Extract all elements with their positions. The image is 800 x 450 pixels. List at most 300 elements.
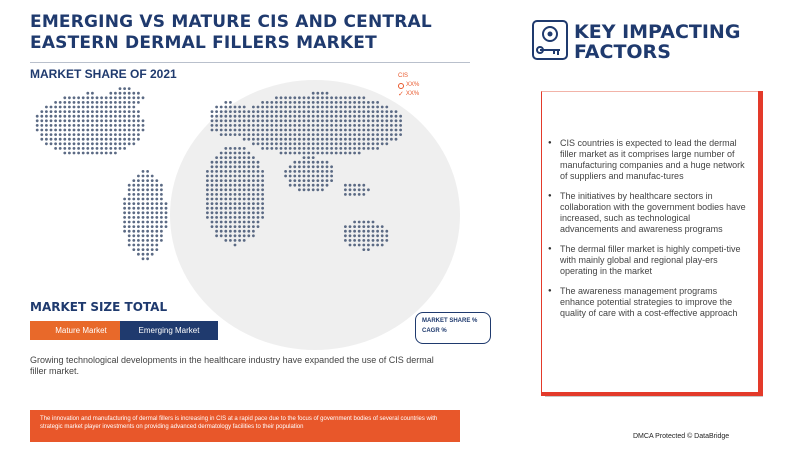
- map-dot: [91, 101, 94, 104]
- map-dot: [358, 147, 361, 150]
- map-dot: [229, 119, 232, 122]
- map-dot: [146, 225, 149, 228]
- map-dot: [54, 147, 57, 150]
- map-dot: [100, 124, 103, 127]
- map-dot: [321, 119, 324, 122]
- map-dot: [284, 152, 287, 155]
- map-dot: [344, 234, 347, 237]
- map-dot: [54, 142, 57, 145]
- map-dot: [275, 106, 278, 109]
- map-dot: [353, 239, 356, 242]
- map-dot: [45, 129, 48, 132]
- map-dot: [349, 138, 352, 141]
- map-dot: [367, 230, 370, 233]
- map-dot: [211, 179, 214, 182]
- map-dot: [91, 92, 94, 95]
- mature-market-button[interactable]: Mature Market: [30, 321, 132, 340]
- map-dot: [151, 207, 154, 210]
- map-dot: [215, 119, 218, 122]
- map-dot: [215, 124, 218, 127]
- map-dot: [59, 129, 62, 132]
- map-dot: [229, 193, 232, 196]
- map-dot: [330, 179, 333, 182]
- map-dot: [362, 96, 365, 99]
- map-dot: [123, 110, 126, 113]
- map-dot: [247, 161, 250, 164]
- map-dot: [146, 257, 149, 260]
- map-dot: [132, 106, 135, 109]
- map-dot: [362, 124, 365, 127]
- map-dot: [316, 110, 319, 113]
- map-dot: [257, 170, 260, 173]
- map-dot: [358, 230, 361, 233]
- map-dot: [395, 115, 398, 118]
- map-dot: [316, 152, 319, 155]
- map-dot: [50, 119, 53, 122]
- map-dot: [266, 133, 269, 136]
- map-dot: [68, 138, 71, 141]
- map-dot: [298, 170, 301, 173]
- map-dot: [321, 96, 324, 99]
- map-dot: [137, 211, 140, 214]
- map-dot: [335, 119, 338, 122]
- map-dot: [77, 110, 80, 113]
- map-dot: [335, 147, 338, 150]
- map-dot: [376, 234, 379, 237]
- map-dot: [142, 170, 145, 173]
- map-dot: [77, 115, 80, 118]
- map-dot: [45, 138, 48, 141]
- map-dot: [238, 165, 241, 168]
- map-dot: [229, 165, 232, 168]
- map-dot: [293, 106, 296, 109]
- map-dot: [289, 165, 292, 168]
- map-dot: [155, 234, 158, 237]
- map-dot: [54, 138, 57, 141]
- map-dot: [142, 129, 145, 132]
- map-dot: [54, 133, 57, 136]
- map-dot: [321, 170, 324, 173]
- map-dot: [339, 101, 342, 104]
- map-dot: [215, 207, 218, 210]
- map-dot: [270, 147, 273, 150]
- map-dot: [142, 198, 145, 201]
- map-dot: [312, 142, 315, 145]
- map-dot: [339, 96, 342, 99]
- map-dot: [119, 115, 122, 118]
- map-dot: [63, 124, 66, 127]
- map-dot: [372, 221, 375, 224]
- map-dot: [247, 124, 250, 127]
- map-dot: [321, 106, 324, 109]
- map-dot: [119, 87, 122, 90]
- map-dot: [215, 156, 218, 159]
- map-dot: [224, 239, 227, 242]
- map-dot: [358, 129, 361, 132]
- map-dot: [96, 115, 99, 118]
- map-dot: [289, 115, 292, 118]
- map-dot: [376, 138, 379, 141]
- map-dot: [128, 198, 131, 201]
- map-dot: [270, 119, 273, 122]
- map-dot: [82, 115, 85, 118]
- map-dot: [132, 216, 135, 219]
- map-dot: [243, 221, 246, 224]
- map-dot: [224, 207, 227, 210]
- map-dot: [321, 179, 324, 182]
- map-dot: [160, 193, 163, 196]
- map-dot: [275, 101, 278, 104]
- map-dot: [86, 101, 89, 104]
- map-dot: [224, 161, 227, 164]
- map-dot: [142, 188, 145, 191]
- map-dot: [109, 133, 112, 136]
- map-dot: [362, 244, 365, 247]
- map-dot: [220, 115, 223, 118]
- map-dot: [123, 106, 126, 109]
- map-dot: [353, 133, 356, 136]
- map-dot: [220, 124, 223, 127]
- map-dot: [45, 115, 48, 118]
- map-dot: [128, 207, 131, 210]
- map-dot: [344, 142, 347, 145]
- map-dot: [335, 124, 338, 127]
- map-dot: [211, 216, 214, 219]
- map-dot: [344, 129, 347, 132]
- map-dot: [376, 230, 379, 233]
- map-dot: [77, 129, 80, 132]
- map-dot: [224, 188, 227, 191]
- map-dot: [109, 92, 112, 95]
- map-dot: [155, 230, 158, 233]
- map-dot: [270, 101, 273, 104]
- map-dot: [358, 188, 361, 191]
- map-dot: [358, 142, 361, 145]
- map-dot: [270, 142, 273, 145]
- map-dot: [234, 147, 237, 150]
- map-legend: [398, 72, 419, 99]
- map-dot: [86, 124, 89, 127]
- map-dot: [358, 101, 361, 104]
- map-dot: [234, 207, 237, 210]
- map-dot: [132, 211, 135, 214]
- map-dot: [151, 221, 154, 224]
- map-dot: [206, 198, 209, 201]
- map-dot: [372, 133, 375, 136]
- map-dot: [86, 142, 89, 145]
- map-dot: [312, 175, 315, 178]
- map-dot: [114, 101, 117, 104]
- map-dot: [316, 101, 319, 104]
- map-dot: [275, 142, 278, 145]
- map-dot: [307, 142, 310, 145]
- map-dot: [298, 175, 301, 178]
- map-dot: [312, 119, 315, 122]
- map-dot: [252, 198, 255, 201]
- map-dot: [238, 221, 241, 224]
- map-dot: [326, 147, 329, 150]
- map-dot: [238, 230, 241, 233]
- map-dot: [376, 101, 379, 104]
- map-dot: [252, 211, 255, 214]
- map-dot: [63, 147, 66, 150]
- map-dot: [257, 161, 260, 164]
- map-dot: [73, 142, 76, 145]
- map-dot: [220, 106, 223, 109]
- map-dot: [298, 165, 301, 168]
- map-dot: [146, 253, 149, 256]
- map-dot: [270, 106, 273, 109]
- map-dot: [330, 138, 333, 141]
- map-dot: [128, 216, 131, 219]
- map-dot: [381, 234, 384, 237]
- map-dot: [105, 119, 108, 122]
- map-dot: [229, 221, 232, 224]
- map-dot: [63, 133, 66, 136]
- map-dot: [266, 115, 269, 118]
- map-dot: [132, 244, 135, 247]
- map-dot: [100, 133, 103, 136]
- map-dot: [367, 142, 370, 145]
- map-dot: [284, 110, 287, 113]
- map-dot: [395, 110, 398, 113]
- map-dot: [82, 101, 85, 104]
- map-dot: [293, 161, 296, 164]
- map-dot: [261, 211, 264, 214]
- map-dot: [215, 106, 218, 109]
- map-dot: [142, 244, 145, 247]
- map-dot: [224, 170, 227, 173]
- map-dot: [59, 115, 62, 118]
- map-dot: [321, 133, 324, 136]
- map-dot: [128, 202, 131, 205]
- map-dot: [252, 207, 255, 210]
- map-dot: [114, 110, 117, 113]
- map-dot: [247, 165, 250, 168]
- map-dot: [128, 239, 131, 242]
- map-dot: [155, 207, 158, 210]
- map-dot: [362, 221, 365, 224]
- map-dot: [234, 170, 237, 173]
- map-dot: [132, 133, 135, 136]
- map-dot: [289, 138, 292, 141]
- map-dot: [367, 239, 370, 242]
- map-dot: [234, 225, 237, 228]
- map-dot: [77, 101, 80, 104]
- map-dot: [312, 133, 315, 136]
- map-dot: [100, 96, 103, 99]
- map-dot: [243, 193, 246, 196]
- map-dot: [229, 207, 232, 210]
- map-dot: [316, 106, 319, 109]
- map-dot: [362, 119, 365, 122]
- map-dot: [252, 110, 255, 113]
- map-dot: [252, 221, 255, 224]
- map-dot: [330, 110, 333, 113]
- map-dot: [280, 129, 283, 132]
- map-dot: [395, 129, 398, 132]
- map-dot: [100, 115, 103, 118]
- map-dot: [312, 184, 315, 187]
- map-dot: [399, 124, 402, 127]
- map-dot: [289, 96, 292, 99]
- map-dot: [280, 110, 283, 113]
- map-dot: [381, 244, 384, 247]
- map-dot: [257, 175, 260, 178]
- map-dot: [243, 175, 246, 178]
- map-dot: [211, 124, 214, 127]
- map-dot: [362, 184, 365, 187]
- map-dot: [59, 142, 62, 145]
- map-dot: [109, 106, 112, 109]
- map-dot: [303, 147, 306, 150]
- map-dot: [123, 216, 126, 219]
- map-dot: [220, 230, 223, 233]
- map-dot: [372, 142, 375, 145]
- map-dot: [160, 184, 163, 187]
- map-dot: [326, 170, 329, 173]
- map-dot: [86, 119, 89, 122]
- map-dot: [289, 184, 292, 187]
- map-dot: [326, 138, 329, 141]
- metric-cagr: CAGR %: [422, 328, 447, 334]
- map-dot: [211, 110, 214, 113]
- map-dot: [91, 152, 94, 155]
- map-dot: [160, 207, 163, 210]
- map-dot: [376, 225, 379, 228]
- map-dot: [284, 147, 287, 150]
- map-dot: [367, 106, 370, 109]
- map-dot: [339, 124, 342, 127]
- map-dot: [238, 129, 241, 132]
- map-dot: [390, 138, 393, 141]
- map-dot: [349, 244, 352, 247]
- map-dot: [73, 138, 76, 141]
- map-dot: [243, 106, 246, 109]
- map-dot: [68, 124, 71, 127]
- map-dot: [132, 188, 135, 191]
- map-dot: [303, 179, 306, 182]
- map-dot: [114, 129, 117, 132]
- map-dot: [247, 221, 250, 224]
- map-dot: [261, 142, 264, 145]
- map-dot: [330, 170, 333, 173]
- map-dot: [372, 106, 375, 109]
- map-dot: [243, 202, 246, 205]
- map-dot: [224, 211, 227, 214]
- map-dot: [252, 156, 255, 159]
- map-dot: [243, 207, 246, 210]
- map-dot: [275, 96, 278, 99]
- map-dot: [270, 138, 273, 141]
- map-dot: [137, 248, 140, 251]
- map-dot: [247, 188, 250, 191]
- map-dot: [257, 142, 260, 145]
- map-dot: [275, 147, 278, 150]
- map-dot: [234, 198, 237, 201]
- map-dot: [243, 225, 246, 228]
- map-dot: [330, 147, 333, 150]
- map-dot: [289, 110, 292, 113]
- map-dot: [261, 179, 264, 182]
- map-dot: [243, 184, 246, 187]
- map-dot: [376, 106, 379, 109]
- map-dot: [390, 133, 393, 136]
- map-dot: [105, 133, 108, 136]
- map-dot: [284, 101, 287, 104]
- map-dot: [358, 96, 361, 99]
- map-dot: [220, 202, 223, 205]
- map-dot: [344, 119, 347, 122]
- map-dot: [63, 142, 66, 145]
- map-dot: [68, 96, 71, 99]
- map-dot: [238, 239, 241, 242]
- map-dot: [243, 133, 246, 136]
- panel-accent-bottom: [541, 392, 763, 396]
- map-dot: [224, 198, 227, 201]
- map-dot: [215, 129, 218, 132]
- map-dot: [293, 96, 296, 99]
- map-dot: [45, 124, 48, 127]
- map-dot: [146, 193, 149, 196]
- map-dot: [128, 211, 131, 214]
- map-dot: [358, 133, 361, 136]
- title-divider: [30, 62, 470, 63]
- map-dot: [312, 152, 315, 155]
- map-dot: [293, 115, 296, 118]
- map-dot: [238, 124, 241, 127]
- map-dot: [63, 96, 66, 99]
- map-dot: [280, 106, 283, 109]
- map-dot: [339, 110, 342, 113]
- map-dot: [316, 147, 319, 150]
- map-dot: [229, 234, 232, 237]
- map-dot: [123, 115, 126, 118]
- map-dot: [238, 175, 241, 178]
- map-dot: [137, 119, 140, 122]
- map-dot: [353, 147, 356, 150]
- map-dot: [376, 124, 379, 127]
- map-dot: [128, 133, 131, 136]
- map-dot: [349, 96, 352, 99]
- map-dot: [137, 221, 140, 224]
- emerging-market-button[interactable]: Emerging Market: [120, 321, 218, 340]
- map-dot: [289, 142, 292, 145]
- map-dot: [247, 110, 250, 113]
- map-dot: [142, 248, 145, 251]
- map-dot: [132, 142, 135, 145]
- map-dot: [367, 248, 370, 251]
- map-dot: [91, 133, 94, 136]
- market-size-heading: MARKET SIZE TOTAL: [30, 300, 168, 314]
- list-item: ● The dermal filler market is highly competi-tive with mainly global and regional play-ers operating in the market: [548, 244, 748, 277]
- map-dot: [358, 119, 361, 122]
- map-dot: [109, 115, 112, 118]
- map-dot: [385, 110, 388, 113]
- map-dot: [50, 133, 53, 136]
- map-dot: [238, 198, 241, 201]
- map-dot: [119, 110, 122, 113]
- map-dot: [307, 175, 310, 178]
- map-dot: [211, 161, 214, 164]
- map-dot: [123, 119, 126, 122]
- map-dot: [238, 133, 241, 136]
- map-dot: [316, 119, 319, 122]
- map-dot: [132, 239, 135, 242]
- map-dot: [307, 152, 310, 155]
- map-dot: [36, 124, 39, 127]
- map-dot: [247, 175, 250, 178]
